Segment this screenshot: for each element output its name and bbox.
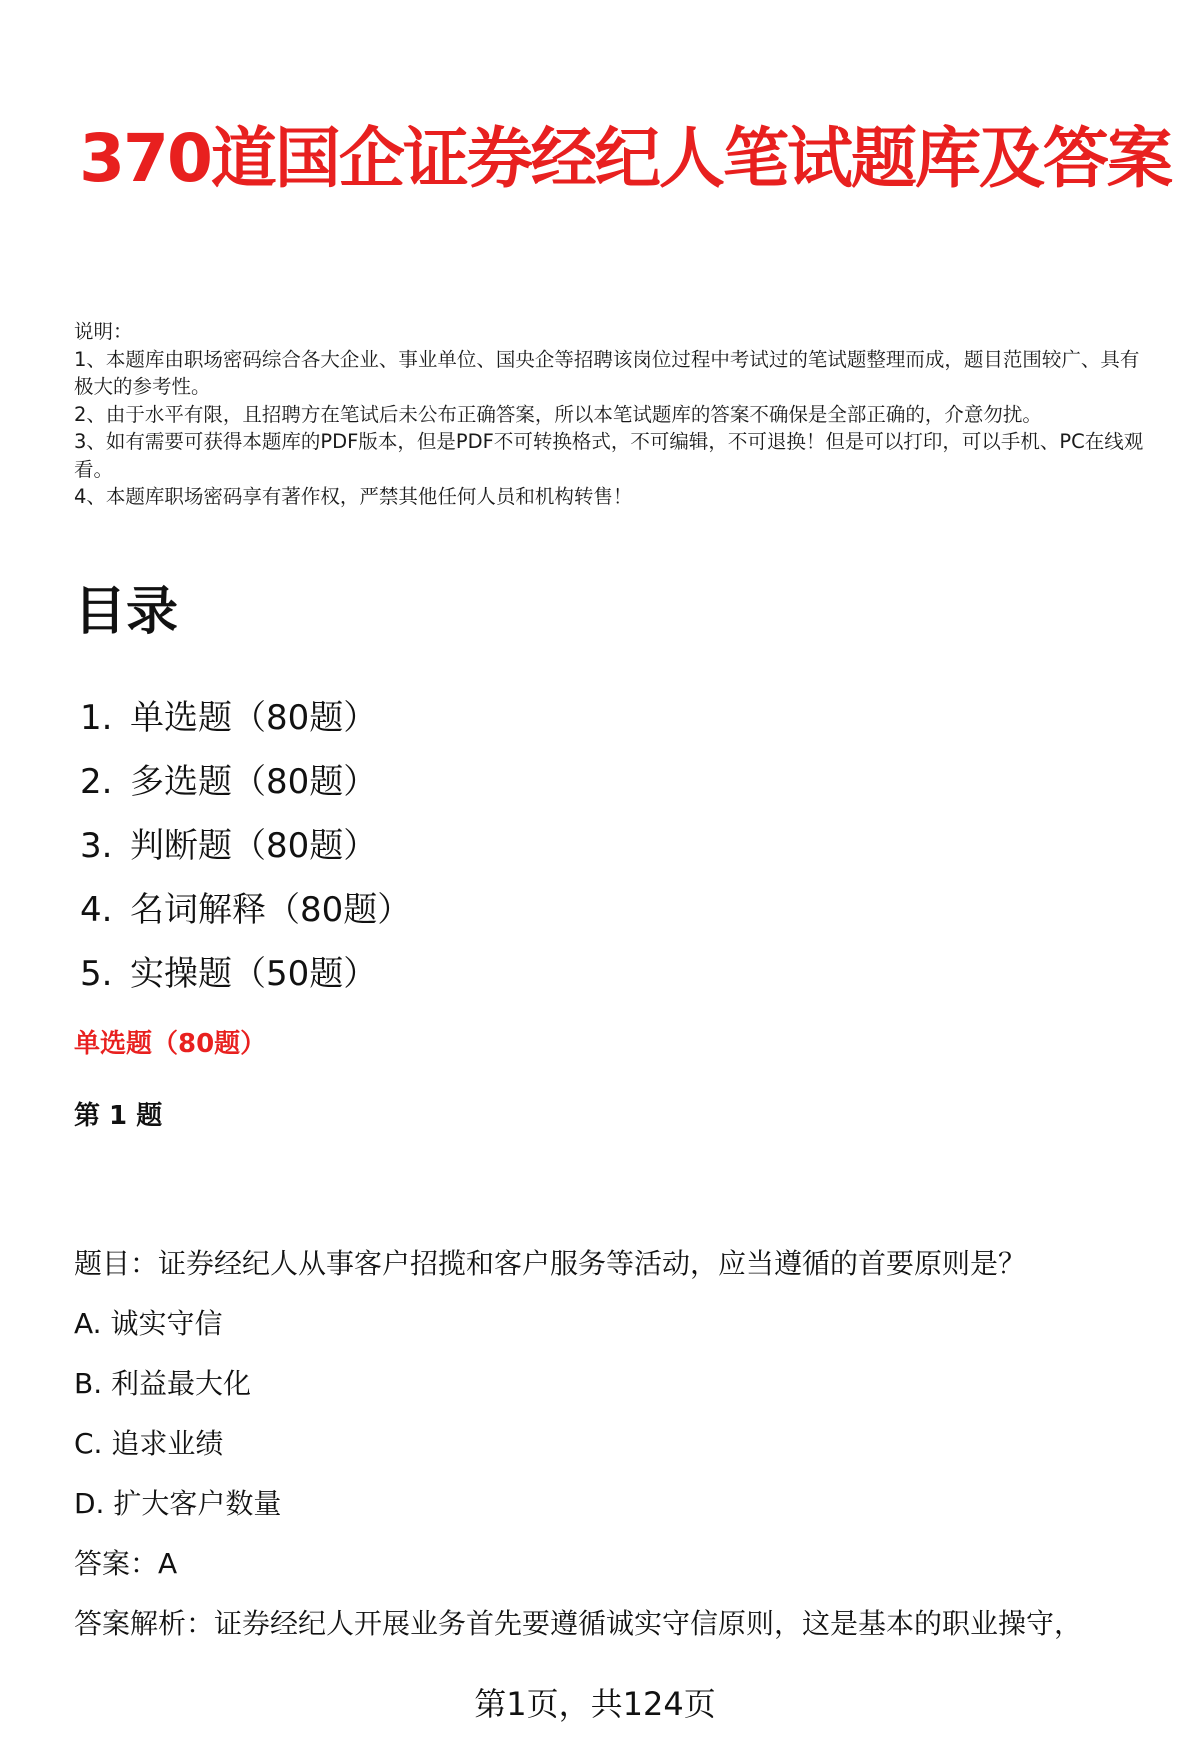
question-answer: 答案：A (74, 1547, 178, 1580)
question-option-b: B. 利益最大化 (74, 1367, 252, 1400)
instruction-item-4: 4、本题库职场密码享有著作权，严禁其他任何人员和机构转售！ (74, 485, 633, 508)
question-option-c: C. 追求业绩 (74, 1427, 224, 1460)
instructions-label: 说明： (74, 320, 133, 343)
instructions-block (74, 318, 1154, 511)
question-stem: 题目：证券经纪人从事客户招揽和客户服务等活动，应当遵循的首要原则是？ (74, 1247, 1027, 1280)
toc-item-label: 单选题（80题） (130, 698, 378, 738)
instruction-item-2: 2、由于水平有限，且招聘方在笔试后未公布正确答案，所以本笔试题库的答案不确保是全部正确的，介意勿扰。 (74, 402, 1042, 426)
question-option-d: D. 扩大客户数量 (74, 1487, 282, 1520)
question-option-a: A. 诚实守信 (74, 1307, 223, 1340)
toc-item-number: 5. (80, 954, 113, 994)
toc-item-label: 名词解释（80题） (130, 890, 412, 930)
instruction-item-3: 3、如有需要可获得本题库的PDF版本，但是PDF不可转换格式，不可编辑，不可退换！但是可以打印，可以手机、PC在线观看。 (74, 430, 1144, 481)
toc-item-label: 多选题（80题） (130, 762, 378, 802)
toc-item[interactable] (80, 942, 411, 1006)
question-explanation: 答案解析：证券经纪人开展业务首先要遵循诚实守信原则，这是基本的职业操守， (74, 1607, 1083, 1640)
table-of-contents (80, 686, 411, 1006)
question-body (74, 1244, 1154, 1664)
page-title: 370道国企证券经纪人笔试题库及答案 (79, 120, 1171, 197)
toc-item[interactable] (80, 686, 411, 750)
toc-heading: 目录 (74, 582, 179, 642)
toc-item-number: 1. (80, 698, 113, 738)
toc-item-number: 3. (80, 826, 113, 866)
toc-item[interactable] (80, 750, 411, 814)
section-heading: 单选题（80题） (74, 1029, 267, 1059)
question-number: 第 1 题 (74, 1101, 163, 1131)
page-footer: 第1页，共124页 (474, 1685, 716, 1723)
toc-item-label: 判断题（80题） (130, 826, 378, 866)
toc-item-number: 2. (80, 762, 113, 802)
toc-item-number: 4. (80, 890, 113, 930)
toc-item-label: 实操题（50题） (130, 954, 378, 994)
toc-item[interactable] (80, 814, 411, 878)
toc-item[interactable] (80, 878, 411, 942)
instruction-item-1: 1、本题库由职场密码综合各大企业、事业单位、国央企等招聘该岗位过程中考试过的笔试题整理而成，题目范围较广、具有极大的参考性。 (74, 347, 1140, 398)
